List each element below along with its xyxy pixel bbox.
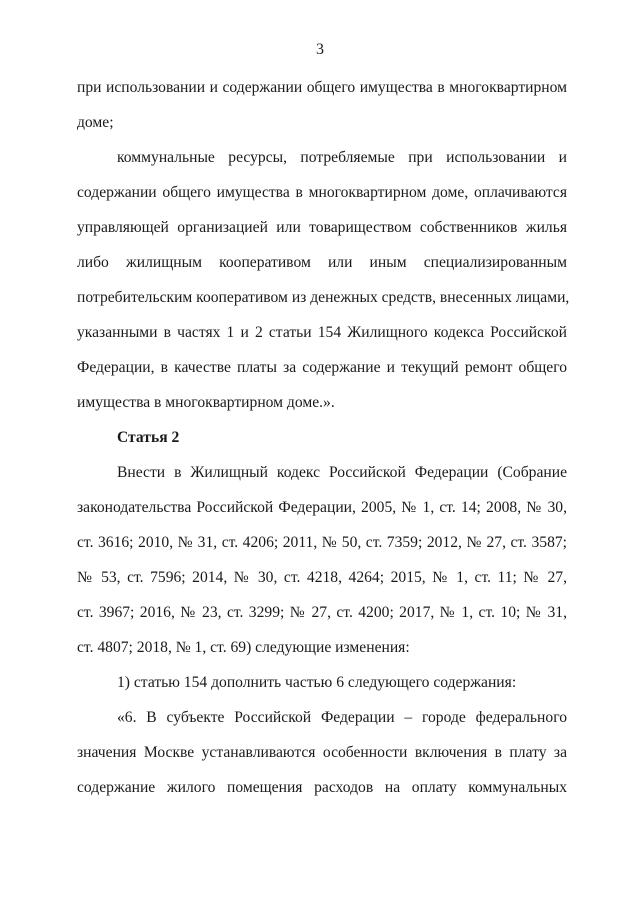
- text-line: «6. В субъекте Российской Федерации – городе федерального: [117, 709, 567, 726]
- text-line: указанными в частях 1 и 2 статьи 154 Жилищного кодекса Российской: [77, 324, 567, 341]
- text-line: Внести в Жилищный кодекс Российской Федерации (Собрание: [117, 464, 567, 481]
- page-number: 3: [316, 41, 324, 58]
- text-line: содержание жилого помещения расходов на оплату коммунальных: [77, 779, 567, 796]
- text-line: законодательства Российской Федерации, 2005, № 1, ст. 14; 2008, № 30,: [77, 499, 567, 516]
- text-line: № 53, ст. 7596; 2014, № 30, ст. 4218, 4264; 2015, № 1, ст. 11; № 27,: [77, 569, 567, 586]
- text-line: коммунальные ресурсы, потребляемые при использовании и: [117, 149, 567, 166]
- text-line: имущества в многоквартирном доме.».: [77, 394, 335, 411]
- text-line: содержании общего имущества в многоквартирном доме, оплачиваются: [77, 184, 567, 201]
- text-line: либо жилищным кооперативом или иным специализированным: [77, 254, 567, 271]
- text-line: Федерации, в качестве платы за содержание и текущий ремонт общего: [77, 359, 567, 376]
- article-heading: Статья 2: [117, 429, 180, 446]
- text-line: ст. 3967; 2016, № 23, ст. 3299; № 27, ст. 4200; 2017, № 1, ст. 10; № 31,: [77, 604, 567, 621]
- text-line: управляющей организацией или товариществом собственников жилья: [77, 219, 567, 236]
- text-line: 1) статью 154 дополнить частью 6 следующего содержания:: [117, 674, 517, 691]
- text-line: при использовании и содержании общего имущества в многоквартирном: [77, 79, 567, 96]
- text-line: ст. 3616; 2010, № 31, ст. 4206; 2011, № 50, ст. 7359; 2012, № 27, ст. 3587;: [77, 534, 567, 551]
- text-line: доме;: [77, 114, 114, 131]
- text-line: значения Москве устанавливаются особенности включения в плату за: [77, 744, 567, 761]
- text-line: потребительским кооперативом из денежных средств, внесенных лицами,: [77, 289, 570, 306]
- text-line: ст. 4807; 2018, № 1, ст. 69) следующие изменения:: [77, 639, 410, 656]
